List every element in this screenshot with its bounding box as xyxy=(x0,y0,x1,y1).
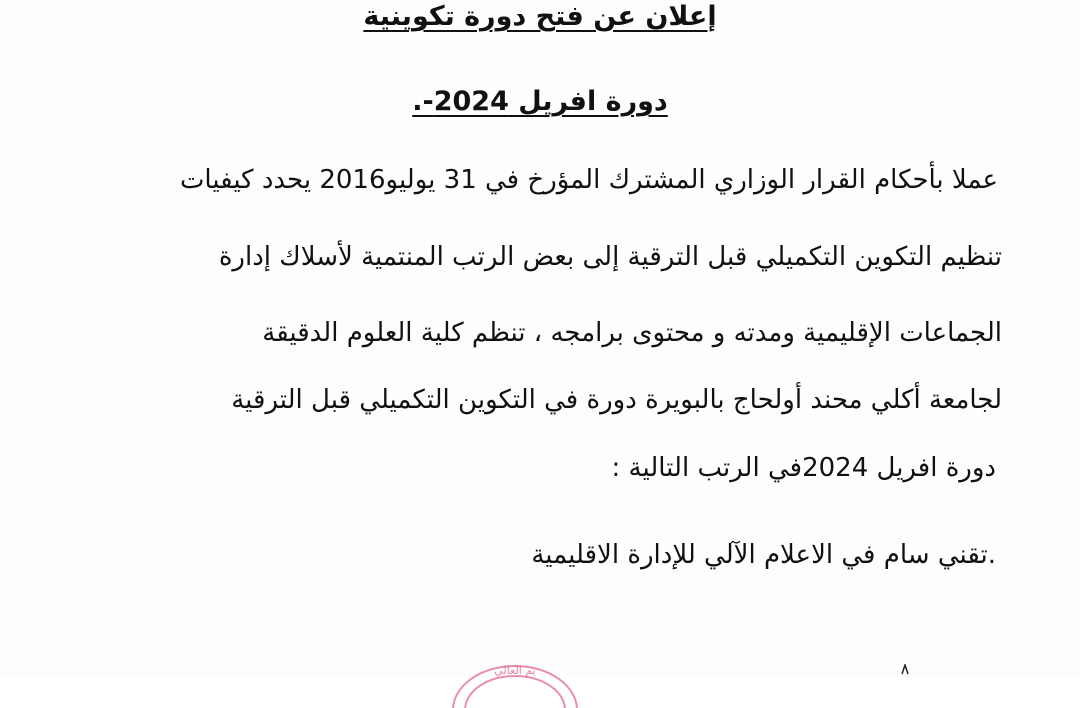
official-seal-stamp xyxy=(440,648,590,708)
grade-item: .تقني سام في الاعلام الآلي للإدارة الاقليمية xyxy=(531,540,996,570)
pen-mark xyxy=(900,664,910,675)
announcement-title: إعلان عن فتح دورة تكوينية xyxy=(363,1,717,32)
body-line-1: عملا بأحكام القرار الوزاري المشترك المؤرخ في 31 يوليو2016 يحدد كيفيات xyxy=(179,165,998,195)
body-line-4: لجامعة أكلي محند أولحاج بالبويرة دورة في التكوين التكميلي قبل الترقية xyxy=(231,385,1002,415)
body-line-5: دورة افريل 2024في الرتب التالية : xyxy=(611,453,996,483)
svg-text:يم العالي: يم العالي xyxy=(494,664,536,677)
session-subtitle: دورة افريل 2024-. xyxy=(412,86,668,117)
body-line-2: تنظيم التكوين التكميلي قبل الترقية إلى بعض الرتب المنتمية لأسلاك إدارة xyxy=(218,242,1002,272)
body-line-3: الجماعات الإقليمية ومدته و محتوى برامجه ، تنظم كلية العلوم الدقيقة xyxy=(262,318,1002,348)
